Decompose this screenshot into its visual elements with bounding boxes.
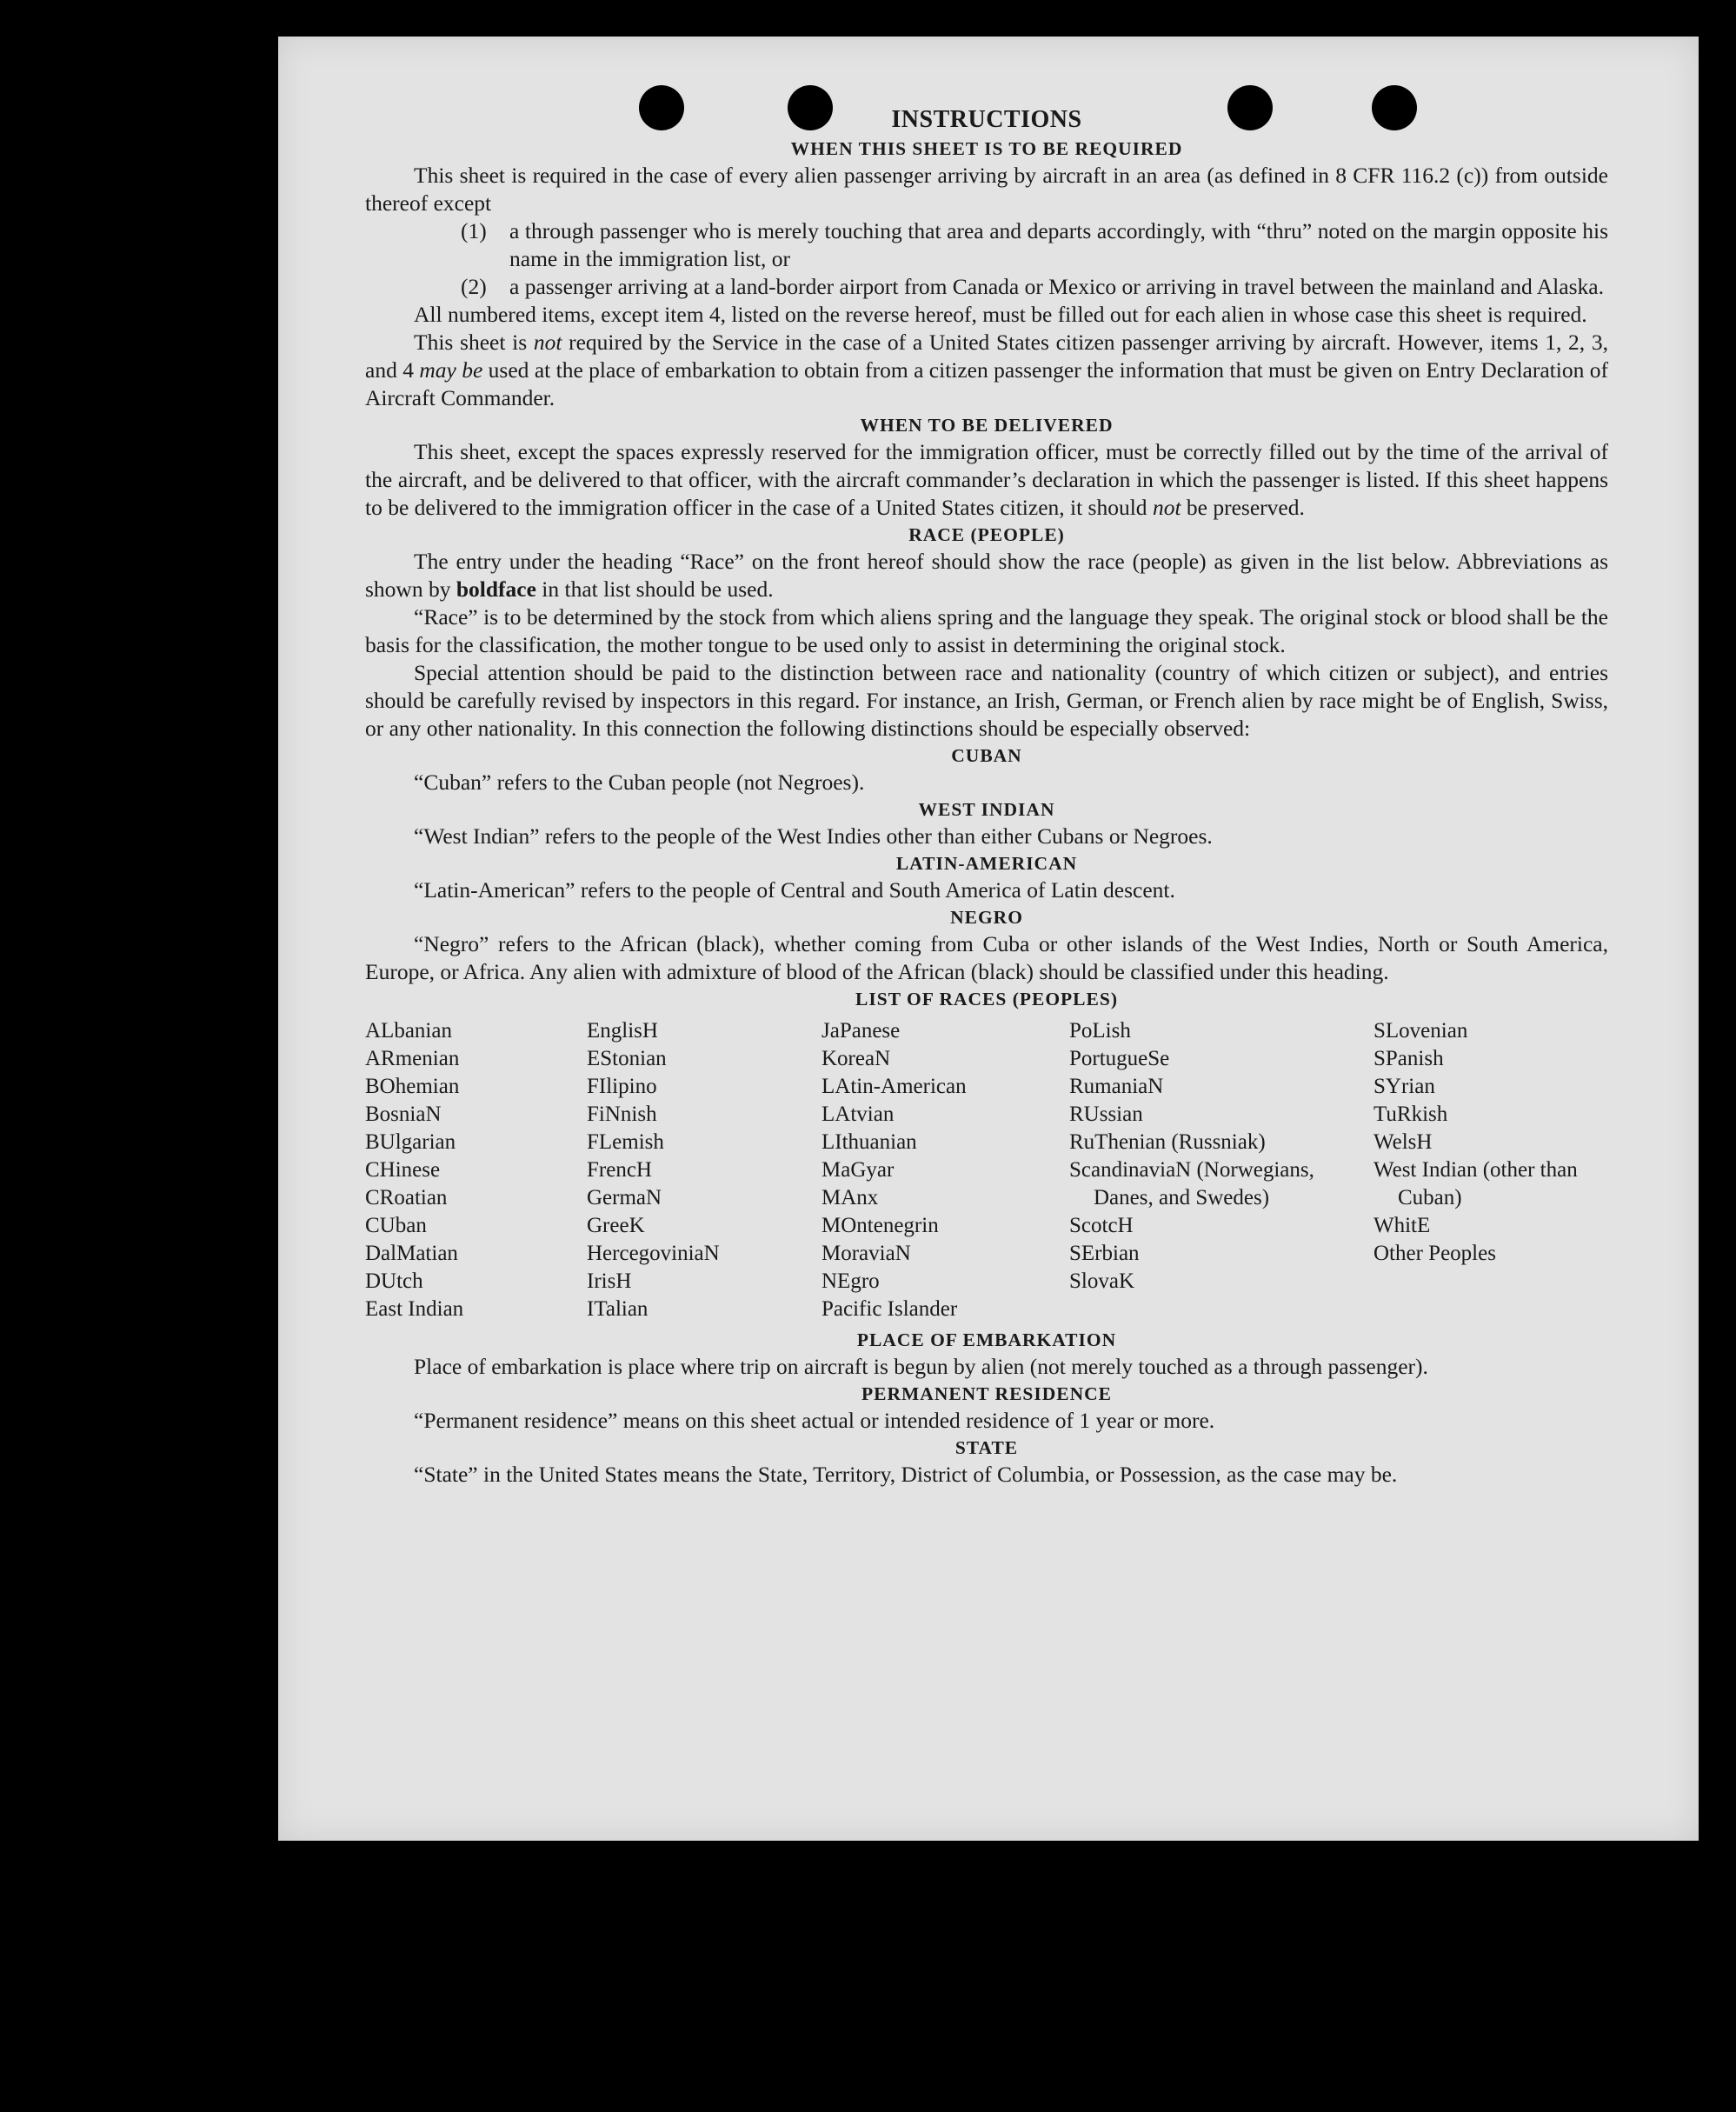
paragraph: Special attention should be paid to the distinction between race and nationality (country of which citizen or subject), and entries should be carefully revised by inspectors in this regard. For instance, an Irish, German, or French alien by race might be of English, Swiss, or any other nationality. In this connection the following distinctions should be especially observed:	[365, 660, 1608, 741]
race-item: EnglisH	[587, 1019, 658, 1043]
item-number: (2)	[461, 274, 487, 299]
race-item: BOhemian	[365, 1075, 460, 1098]
race-item: CHinese	[365, 1158, 441, 1182]
race-item: WelsH	[1374, 1130, 1433, 1154]
race-item: SPanish	[1374, 1047, 1444, 1070]
race-item: ALbanian	[365, 1019, 452, 1043]
item-number: (1)	[461, 218, 487, 243]
race-item: PoLish	[1069, 1019, 1131, 1043]
race-item: MaGyar	[821, 1158, 895, 1182]
race-column	[365, 1017, 587, 1323]
instructions-content	[365, 104, 1608, 1489]
race-item: RuThenian (Russniak)	[1069, 1130, 1266, 1154]
race-item: FIlipino	[587, 1075, 657, 1098]
race-item: MOntenegrin	[821, 1214, 939, 1237]
race-column	[821, 1017, 1069, 1323]
paragraph: “Negro” refers to the African (black), whether coming from Cuba or other islands of the West Indies, North or South America, Europe, or Africa. Any alien with admixture of blood of the African (black) should be classified under this heading.	[365, 931, 1608, 984]
paragraph: This sheet is not required by the Service in the case of a United States citizen passenger arriving by aircraft. However, items 1, 2, 3, and 4 may be used at the place of embarkation to obtain from a citizen passenger the information that must be given on Entry Declaration of Aircraft Commander.	[365, 330, 1608, 410]
document-sheet	[278, 37, 1699, 1841]
race-item: East Indian	[365, 1297, 464, 1321]
race-column	[1374, 1017, 1608, 1323]
race-item: SYrian	[1374, 1075, 1435, 1098]
race-item: Pacific Islander	[821, 1297, 958, 1321]
race-item: NEgro	[821, 1269, 880, 1293]
race-item: FrencH	[587, 1158, 652, 1182]
race-list	[365, 1017, 1608, 1323]
race-item: HercegoviniaN	[587, 1242, 720, 1265]
exception-item	[461, 217, 1608, 273]
paragraph: “Latin-American” refers to the people of Central and South America of Latin descent.	[414, 877, 1175, 903]
race-item: LAtvian	[821, 1103, 895, 1126]
race-item: LAtin-American	[821, 1075, 967, 1098]
race-item: RUssian	[1069, 1103, 1143, 1126]
section-heading-latin-american: LATIN-AMERICAN	[895, 853, 1078, 874]
race-item: LIthuanian	[821, 1130, 917, 1154]
race-item: SLovenian	[1374, 1019, 1468, 1043]
race-item: ScandinaviaN (Norwegians, Danes, and Swedes)	[1069, 1158, 1314, 1209]
section-heading-west-indian: WEST INDIAN	[918, 799, 1055, 820]
race-item: PortugueSe	[1069, 1047, 1170, 1070]
section-heading-negro: NEGRO	[950, 907, 1023, 928]
race-item: JaPanese	[821, 1019, 901, 1043]
paragraph: This sheet is required in the case of every alien passenger arriving by aircraft in an area (as defined in 8 CFR 116.2 (c)) from outside thereof except	[365, 163, 1608, 216]
race-item: ITalian	[587, 1297, 649, 1321]
race-item: BUlgarian	[365, 1130, 456, 1154]
race-column	[587, 1017, 821, 1323]
race-item: DUtch	[365, 1269, 423, 1293]
race-item: Other Peoples	[1374, 1242, 1496, 1265]
race-item: CUban	[365, 1214, 427, 1237]
race-item: ARmenian	[365, 1047, 460, 1070]
paragraph: This sheet, except the spaces expressly reserved for the immigration officer, must be correctly filled out by the time of the arrival of the aircraft, and be delivered to that officer, with the aircraft commander’s declaration in which the passenger is listed. If this sheet happens to be delivered to the immigration officer in the case of a United States citizen, it should not be preserved.	[365, 439, 1608, 520]
race-item: MoraviaN	[821, 1242, 911, 1265]
race-item: CRoatian	[365, 1186, 448, 1209]
paragraph: All numbered items, except item 4, listed on the reverse hereof, must be filled out for each alien in whose case this sheet is required.	[414, 302, 1587, 327]
exception-item	[461, 273, 1608, 301]
race-item: TuRkish	[1374, 1103, 1448, 1126]
section-heading-cuban: CUBAN	[951, 745, 1022, 766]
paragraph: “State” in the United States means the State, Territory, District of Columbia, or Possession, as the case may be.	[414, 1462, 1398, 1487]
section-heading-residence: PERMANENT RESIDENCE	[861, 1383, 1112, 1404]
race-item: SErbian	[1069, 1242, 1140, 1265]
race-item: GermaN	[587, 1186, 662, 1209]
section-heading-embarkation: PLACE OF EMBARKATION	[856, 1329, 1117, 1350]
item-text: a through passenger who is merely touching that area and departs accordingly, with “thru” noted on the margin opposite his name in the immigration list, or	[509, 218, 1608, 271]
item-text: a passenger arriving at a land-border airport from Canada or Mexico or arriving in travel between the mainland and Alaska.	[509, 274, 1604, 299]
section-heading-state: STATE	[954, 1437, 1019, 1458]
paragraph: “Cuban” refers to the Cuban people (not Negroes).	[414, 770, 865, 795]
race-item: RumaniaN	[1069, 1075, 1164, 1098]
paragraph: The entry under the heading “Race” on the front hereof should show the race (people) as given in the list below. Abbreviations as shown by boldface in that list should be used.	[365, 549, 1608, 602]
paragraph: “Permanent residence” means on this sheet actual or intended residence of 1 year or more.	[414, 1408, 1215, 1433]
race-item: FLemish	[587, 1130, 664, 1154]
race-item: ScotcH	[1069, 1214, 1134, 1237]
section-heading-when-required: WHEN THIS SHEET IS TO BE REQUIRED	[790, 138, 1183, 159]
race-item: West Indian (other than Cuban)	[1374, 1158, 1578, 1209]
race-item: EStonian	[587, 1047, 667, 1070]
paragraph: “Race” is to be determined by the stock from which aliens spring and the language they speak. The original stock or blood shall be the basis for the classification, the mother tongue to be used only to assist in determining the original stock.	[365, 604, 1608, 657]
race-item: MAnx	[821, 1186, 879, 1209]
race-item: SlovaK	[1069, 1269, 1134, 1293]
race-item: DalMatian	[365, 1242, 458, 1265]
paragraph: Place of embarkation is place where trip on aircraft is begun by alien (not merely touched as a through passenger).	[414, 1354, 1428, 1379]
race-item: WhitE	[1374, 1214, 1431, 1237]
race-item: GreeK	[587, 1214, 645, 1237]
section-heading-list-of-races: LIST OF RACES (PEOPLES)	[855, 989, 1118, 1009]
section-heading-race: RACE (PEOPLE)	[908, 524, 1065, 545]
race-item: FiNnish	[587, 1103, 657, 1126]
race-column	[1069, 1017, 1374, 1323]
paragraph: “West Indian” refers to the people of the West Indies other than either Cubans or Negroes.	[414, 823, 1213, 849]
race-item: BosniaN	[365, 1103, 442, 1126]
section-heading-when-delivered: WHEN TO BE DELIVERED	[860, 415, 1114, 436]
race-item: IrisH	[587, 1269, 632, 1293]
race-item: KoreaN	[821, 1047, 891, 1070]
page-title: INSTRUCTIONS	[891, 106, 1082, 133]
